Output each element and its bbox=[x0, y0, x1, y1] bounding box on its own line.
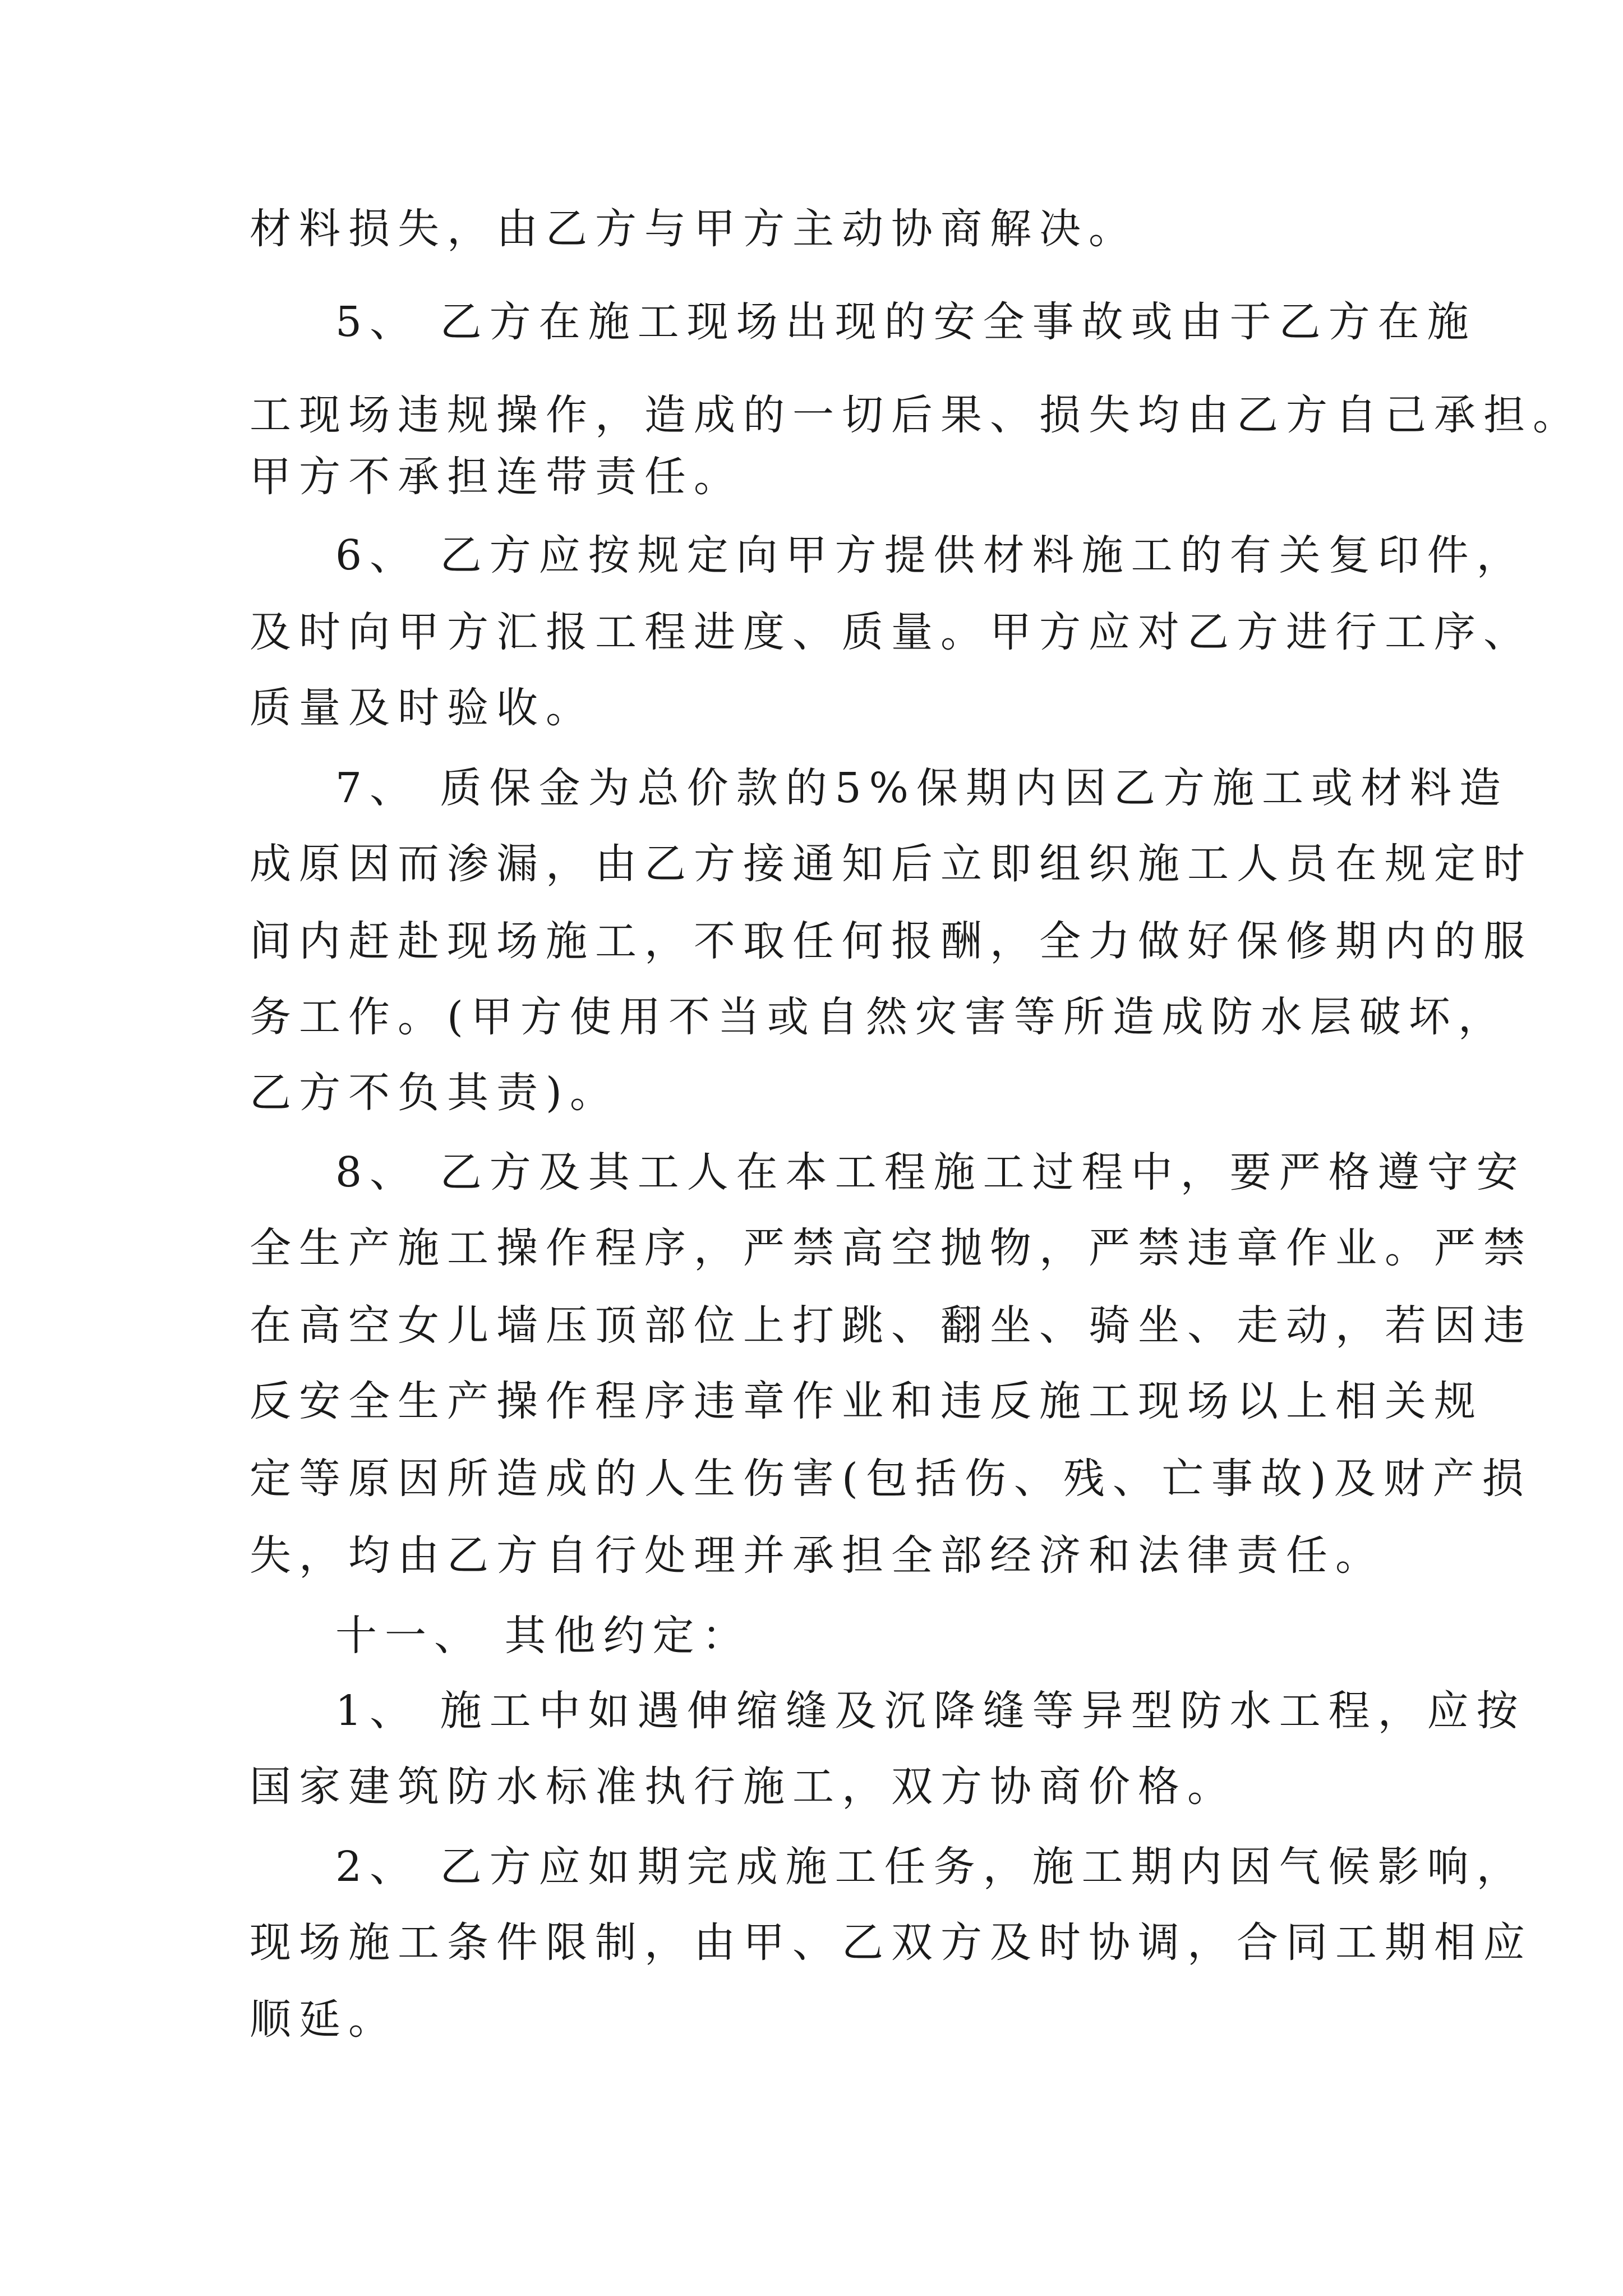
text-line: 8、 乙方及其工人在本工程施工过程中，要严格遵守安 bbox=[335, 1148, 1526, 1197]
text-line: 国家建筑防水标准执行施工，双方协商价格。 bbox=[250, 1763, 1237, 1811]
text-line: 1、 施工中如遇伸缩缝及沉降缝等异型防水工程，应按 bbox=[335, 1687, 1526, 1735]
text-line: 失，均由乙方自行处理并承担全部经济和法律责任。 bbox=[250, 1531, 1385, 1580]
text-line: 定等原因所造成的人生伤害(包括伤、残、亡事故)及财产损 bbox=[250, 1455, 1532, 1503]
text-line: 务工作。(甲方使用不当或自然灾害等所造成防水层破坏， bbox=[250, 993, 1507, 1041]
text-line: 6、 乙方应按规定向甲方提供材料施工的有关复印件， bbox=[335, 531, 1526, 579]
text-line: 甲方不承担连带责任。 bbox=[250, 453, 743, 501]
text-line: 质量及时验收。 bbox=[250, 684, 595, 732]
text-line: 材料损失，由乙方与甲方主动协商解决。 bbox=[250, 205, 1138, 253]
text-line: 乙方不负其责)。 bbox=[250, 1069, 619, 1117]
text-line: 现场施工条件限制，由甲、乙双方及时协调，合同工期相应 bbox=[250, 1918, 1533, 1967]
text-line: 及时向甲方汇报工程进度、质量。甲方应对乙方进行工序、 bbox=[250, 608, 1533, 656]
text-line: 顺延。 bbox=[250, 1995, 398, 2044]
text-line: 5、 乙方在施工现场出现的安全事故或由于乙方在施 bbox=[335, 298, 1477, 346]
text-line: 反安全生产操作程序违章作业和违反施工现场以上相关规 bbox=[250, 1377, 1483, 1425]
text-line: 间内赶赴现场施工，不取任何报酬，全力做好保修期内的服 bbox=[250, 917, 1533, 965]
text-line: 全生产施工操作程序，严禁高空抛物，严禁违章作业。严禁 bbox=[250, 1224, 1533, 1272]
text-line: 工现场违规操作，造成的一切后果、损失均由乙方自己承担。 bbox=[250, 391, 1582, 439]
text-line: 在高空女儿墙压顶部位上打跳、翻坐、骑坐、走动，若因违 bbox=[250, 1301, 1533, 1350]
text-line: 2、 乙方应如期完成施工任务，施工期内因气候影响， bbox=[335, 1843, 1526, 1891]
section-heading: 十一、 其他约定： bbox=[335, 1612, 751, 1660]
text-line: 7、 质保金为总价款的5%保期内因乙方施工或材料造 bbox=[335, 764, 1509, 812]
text-line: 成原因而渗漏，由乙方接通知后立即组织施工人员在规定时 bbox=[250, 840, 1533, 888]
